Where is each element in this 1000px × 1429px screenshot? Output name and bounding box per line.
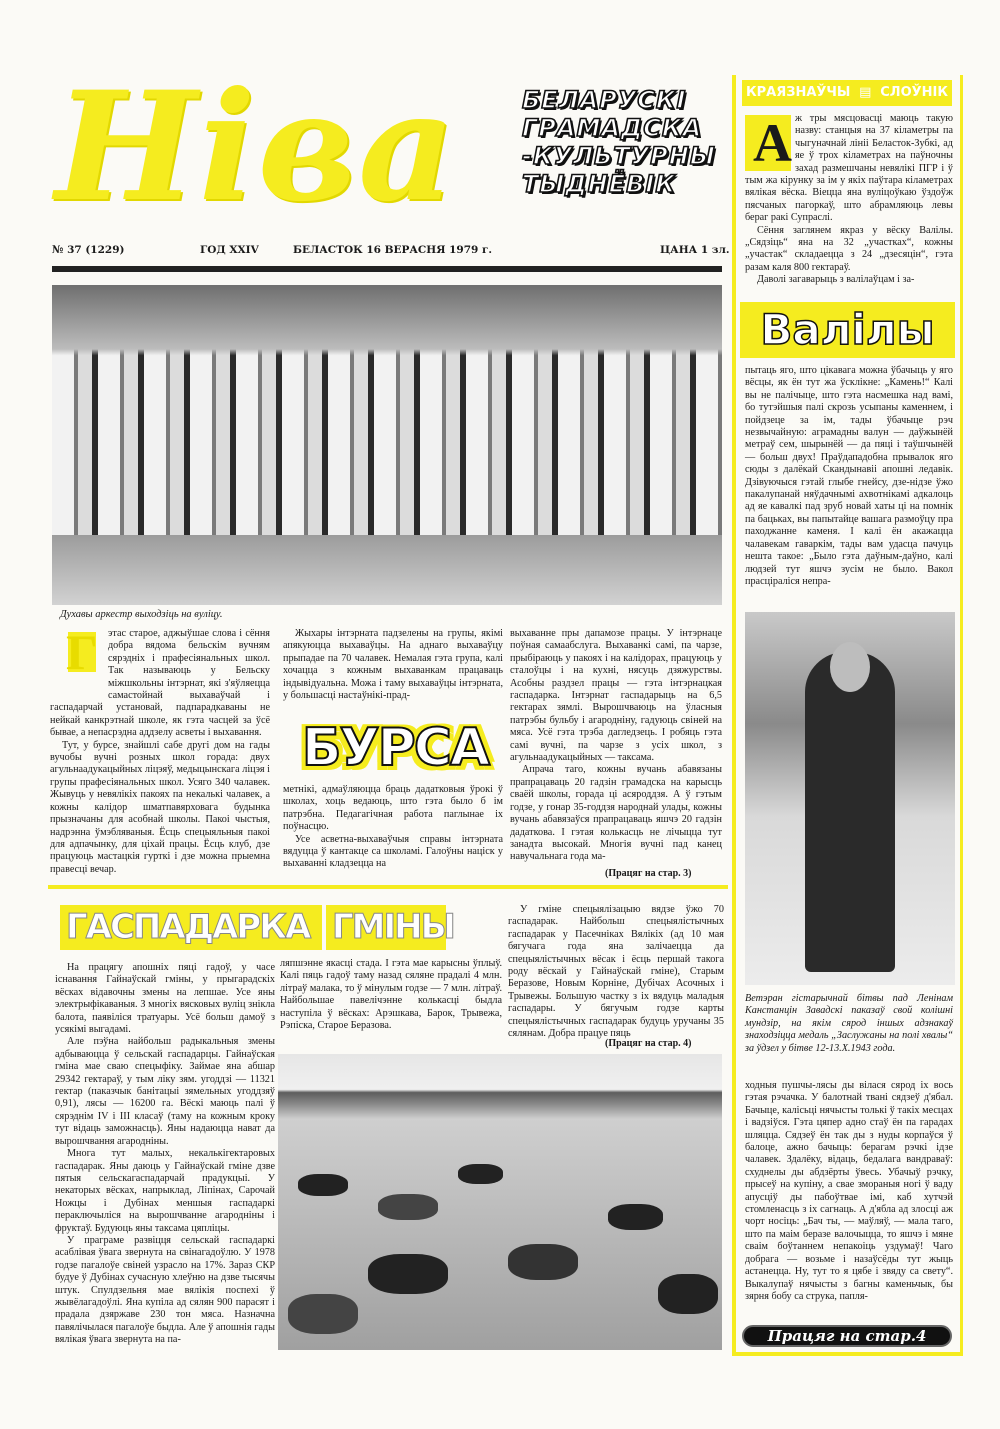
bursa-col1: Г этас старое, аджыўшае слова і сёння добра вядома бельскім вучням сярэдніх і прафесіянальных школ. Так называюць у Бельску міжшкольны інтэрнат, які з'яўляецца самастойнай выхаваўчай і гаспадарчай установай, падпарадкаваны не нейкай канкрэтнай школе, як гэта часцей за ўсё бывае, а непасрэдна аддзелу асветы і выхавання. Тут, у бурсе, знайшлі сабе другі дом на гады вучобы вучні розных школ горада: двух агульнаадукацыйных ліцэяў, медыцынскага ліцэя і групы прафесіянальных школ. Усяго 340 чалавек. Жывуць у невялікіх пакоях па некалькі чалавек, а кожны калідор шматпавярховага будынка прызначаны для асобнай школы. Пакоі чыстыя, надрэнна ўмэбляваныя. Ёсць спецыяльныя пакоі для адпачынку, для ціхай працы. Ёсць клуб, дзе працуюць мастацкія гурткі і дзе можна прыемна правесці вечар. <box>50 624 270 875</box>
dropcap: А <box>753 113 792 173</box>
masthead-rule <box>52 266 722 272</box>
subtitle-line: -КУЛЬТУРНЫ <box>522 142 716 170</box>
gmina-col3: У гміне спецыялізацыю вядзе ўжо 70 гаспадарак. Найбольш спецыялістычных гаспадарак у Пасечніках Вялікіх (ад 10 мая бягучага года яна залічаецца да спецыялістычных вёсак і ёсць першай такога роду вёскай у Гайнаўскай гміне), Старым Беразове, Новым Корніне, Дубічах Асочных і Трывежы. Большую частку з іх вядуць маладыя гаспадары. У бягучым годзе карты спецыялістычных гаспадарак будуць уручаны 35 сялянам. Добра працуе пяць <box>508 904 724 1040</box>
brass-band-photo <box>52 285 722 605</box>
subtitle-line: ТЫДНЁВІК <box>522 170 676 198</box>
bursa-col3: выхаванне пры дапамозе працы. У інтэрнаце поўная самаабслуга. Выхаванкі самі, па чарзе, прыбіраюць у пакоях і на калідорах, працуюць у сталоўцы і на кухні, нясуць дзяжурствы. Асобны раздзел працы — гэта інтэрнацкая гаспадарка. Інтэрнат гаспадарыць на 6,5 гектарах зямлі. Вырошчваюць на ўласныя патрэбы бульбу і агародніну, гадуюць свіней на мяса. Усё гэта трэба дагледзець. І робяць гэта самі вучні, па чарзе з усіх школ, з агульнаадукацыйных — таксама. Апрача таго, кожны вучань абавязаны прапрацаваць 20 гадзін грамадска на карысць сваёй школы, горада ці асяроддзя. А ў гэтым годзе, у гонар 35-годдзя народнай улады, кожны вучань абавязаўся прапрацаваць яшчэ 20 гадзін дадаткова. І гэтая колькасць не лічыцца тут занадта высокай. Многія вучні пад канец навучальнага года ма- <box>510 628 722 863</box>
veteran-photo <box>745 612 955 985</box>
gmina-col1: На працягу апошніх пяці гадоў, у часе існавання Гайнаўскай гміны, у прыгарадскіх вёсках відавочны змены на лепшае. Усе яны электрыфікаваныя. З многіх вясковых вуліц знікла балота, паявіліся тратуары. Усё больш дамоў з усякімі выгадамі. Але пэўна найбольш радыкальныя змены адбываюцца ў сельскай гаспадарцы. Гайнаўская гміна мае сваю спецыфіку. Займае яна абшар 29342 гектараў, у тым ліку зям. угоддзі — 11321 гектар (паказчык банітацыі зямельных угоддзяў 0,91), лясы — 16200 га. Вёскі маюць палі ў сярэднім IV і III класаў (таму на кожным кроку тут відаць заможнасць). Яны надаюцца нават да вырошчвання агародніны. Многа тут малых, некалькігектаровых гаспадарак. Яны даюць у Гайнаўскай гміне дзве пятыя сельскагаспадарчай прадукцыі. У некаторых вёсках, напрыклад, Ліпінах, Сарочай Ножцы і Дубінах меншыя гаспадаркі пераключыліся на вырошчванне агародніны і фруктаў. Будуюць яны таксама цяпліцы. У праграме развіцця сельскай гаспадаркі асаблівая ўвага звернута на свінагадоўлю. У 1978 годзе пагалоўе свіней узрасло на 17%. Зараз СКР будуе ў Дубінах сучасную хлеўню на дзве тысячы штук. Спулдзельня мае вялікія поспехі ў жывёлагадоўлі. Яна купіла ад сялян 900 парасят і прадала дзяржаве 230 тон мяса. Назначна павялічылася пагалоўе быдла. Але ў апошнія гады вялікая ўвага звернута на па- <box>55 962 275 1346</box>
newspaper-logo: Ніва <box>55 59 458 235</box>
dropcap: Г <box>66 624 98 680</box>
cattle-photo <box>278 1054 722 1350</box>
divider <box>48 885 728 889</box>
issue-number: № 37 (1229) <box>52 244 125 256</box>
photo-caption: Духавы аркестр выходзіць на вуліцу. <box>60 609 223 620</box>
gmina-headline-a: ГАСПАДАРКА <box>60 905 322 950</box>
year: ГОД XXIV <box>200 244 259 256</box>
sidebar-border <box>732 75 736 1355</box>
gmina-col2: ляпшэнне якасці стада. І гэта мае карысны ўплыў. Калі пяць гадоў таму назад сяляне прадалі 4 млн. літраў малака, то ў мінулым годзе — 7 млн. літраў. Найбольшае павелічэнне колькасці быдла наступіла ў вёсках: Арэшкава, Барок, Трывежа, Рэпіска, Старое Беразова. <box>280 958 502 1032</box>
rubric-label: СЛОЎНІК <box>880 85 948 100</box>
subtitle-line: ГРАМАДСКА <box>522 114 703 142</box>
dropcap-box <box>745 113 795 173</box>
sidebar-text2: пытаць яго, што цікавага можна ўбачыць у яго вёсцы, як ён тут жа ўсклікне: „Камень!“ Калі вы не палічыце, што гэта насмешка над вамі, бо тутэйшыя палі скрозь усыпаны каменнем, і пойдзеце за ім, тады ўбачыце рэч незвычайную: аграмадны валун — даўжынёй метраў сем, шырынёй — да пяці і таўшчынёй — больш двух! Праўдападобна прывалок яго сюды з далёкай Скандынавіі апошні ледавік. Дзівуючыся гэтай глыбе гнейсу, дзе-нідзе ўжо пакалупанай няўдачнымі ахвотнікамі адкалоць ад яе кавалкі пад зруб новай хаты ці на помнік па бацьках, вы папытайце вашага размоўцу пра паходжанне каменя. І калі ён акажацца чалавекам гаваркім, тады вам удасца пачуць нешта такое: „Было гэта даўным-даўно, калі людзей тут яшчэ зусім не было. Вакол прасціраліся непра- <box>745 365 953 587</box>
price: ЦАНА 1 зл. <box>660 244 730 256</box>
rubric-header <box>742 80 952 106</box>
continued-link[interactable]: Працяг на стар.4 <box>742 1325 952 1347</box>
veteran-caption: Ветэран гістарычнай бітвы пад Ленінам Канстанцін Завадскі паказаў свой колішні мундзір, на якім сярод іншых адзнакаў знаходзіцца медаль „Заслужаны на полі хвалы“ за ўдзел у бітве 12-13.X.1943 года. <box>745 993 953 1054</box>
book-icon: ▤ <box>859 85 872 100</box>
newspaper-subtitle <box>522 86 727 198</box>
dropcap-box <box>50 624 108 700</box>
continued-link[interactable]: (Працяг на стар. 4) <box>605 1038 692 1049</box>
gmina-headline-b: ГМІНЫ <box>326 905 446 950</box>
continued-link[interactable]: (Працяг на стар. 3) <box>605 868 692 879</box>
sidebar-border <box>732 1352 963 1356</box>
sidebar-intro: А ж тры мясцовасці маюць такую назву: станцыя на 37 кіламетры па чыгуначнай лініі Беласток-Зубкі, ад яе ў трох кіламетрах на паўночны захад размешчаны невялікі ПГР і ў тым жа кірунку за ім у якіх паўтара кіламетрах вялікая вёска. Віецца яна вуліцоўкаю ўздоўж пясчаных пагоркаў, што абрамляюць левы бераг ракі Супраслі. Сёння заглянем якраз у вёску Валілы. „Сядзіць“ яна на 32 „участках“, кожны „участак“ складаецца з 24 „дзесяцін“, гэта разам каля 800 гектараў. Даволі загаварыць з валілаўцам і за- <box>745 113 953 286</box>
valily-headline: Валілы <box>740 302 955 358</box>
bursa-col2-bottom: метнікі, адмаўляюцца браць дадатковыя ўрокі ў школах, хоць ведаюць, што гэта было б ім патрэбна. Педагагічная работа паглынае іх поўнасцю. Усе асветна-выхаваўчыя справы інтэрната вядуцца ў кантакце са школамі. Галоўны націск у выхаванні кладзецца на <box>283 784 503 870</box>
sidebar-border <box>960 75 963 1355</box>
bursa-col2-top: Жыхары інтэрната падзелены на групы, якімі апякуюцца выхаваўцы. На аднаго выхаваўцу прыпадае па 70 чалавек. Немалая гэта група, калі хочацца з кожным выхаванкам працаваць індывідуальна. Можа і таму выхаваўцы інтэрната, у большасці настаўнікі-прад- <box>283 628 503 702</box>
bursa-headline: БУРСА <box>301 718 489 778</box>
place-date: БЕЛАСТОК 16 ВЕРАСНЯ 1979 г. <box>293 244 493 256</box>
sidebar-text3: ходныя пушчы-лясы ды вілася сярод іх вось гэтая рэчачка. У балотнай твані сядзеў д'ябал. Бачыце, калісьці нячысты толькі ў такіх месцах і вадзіўся. Гэта цяпер адно стаў ён па гарадах шляцца. Сядзеў ён так ды з нуды корпаўся ў балоце, ажно бачыць: берагам рэчкі ідзе чалавек. Здалёку, відаць, бедалага вандраваў: схуднелы ды абдзёрты ўвесь. Убачыў рэчку, прысеў на купіну, а свае зморaныя ногі ў ваду апусціў ды пабоўтвае імі, каб хутчэй стомленасць з іх сагнаць. А д'ябла ад злосці аж чорт носіць: „Бач ты, — маўляў, — мала таго, што па маім беразе валочыцца, то яшчэ і мяне сваім боўтаннем непакоіць уздумаў! Чаго добрага — возьме і назаўсёды тут жыць астанецца. Ну, тут то я цябе і звяду са свету“. Выкалупаў нячысты з багны каменьчык, бы зярня бобу са струка, папля- <box>745 1080 953 1302</box>
rubric-label: КРАЯЗНАЎЧЫ <box>746 85 851 100</box>
subtitle-line: БЕЛАРУСКІ <box>522 86 687 114</box>
